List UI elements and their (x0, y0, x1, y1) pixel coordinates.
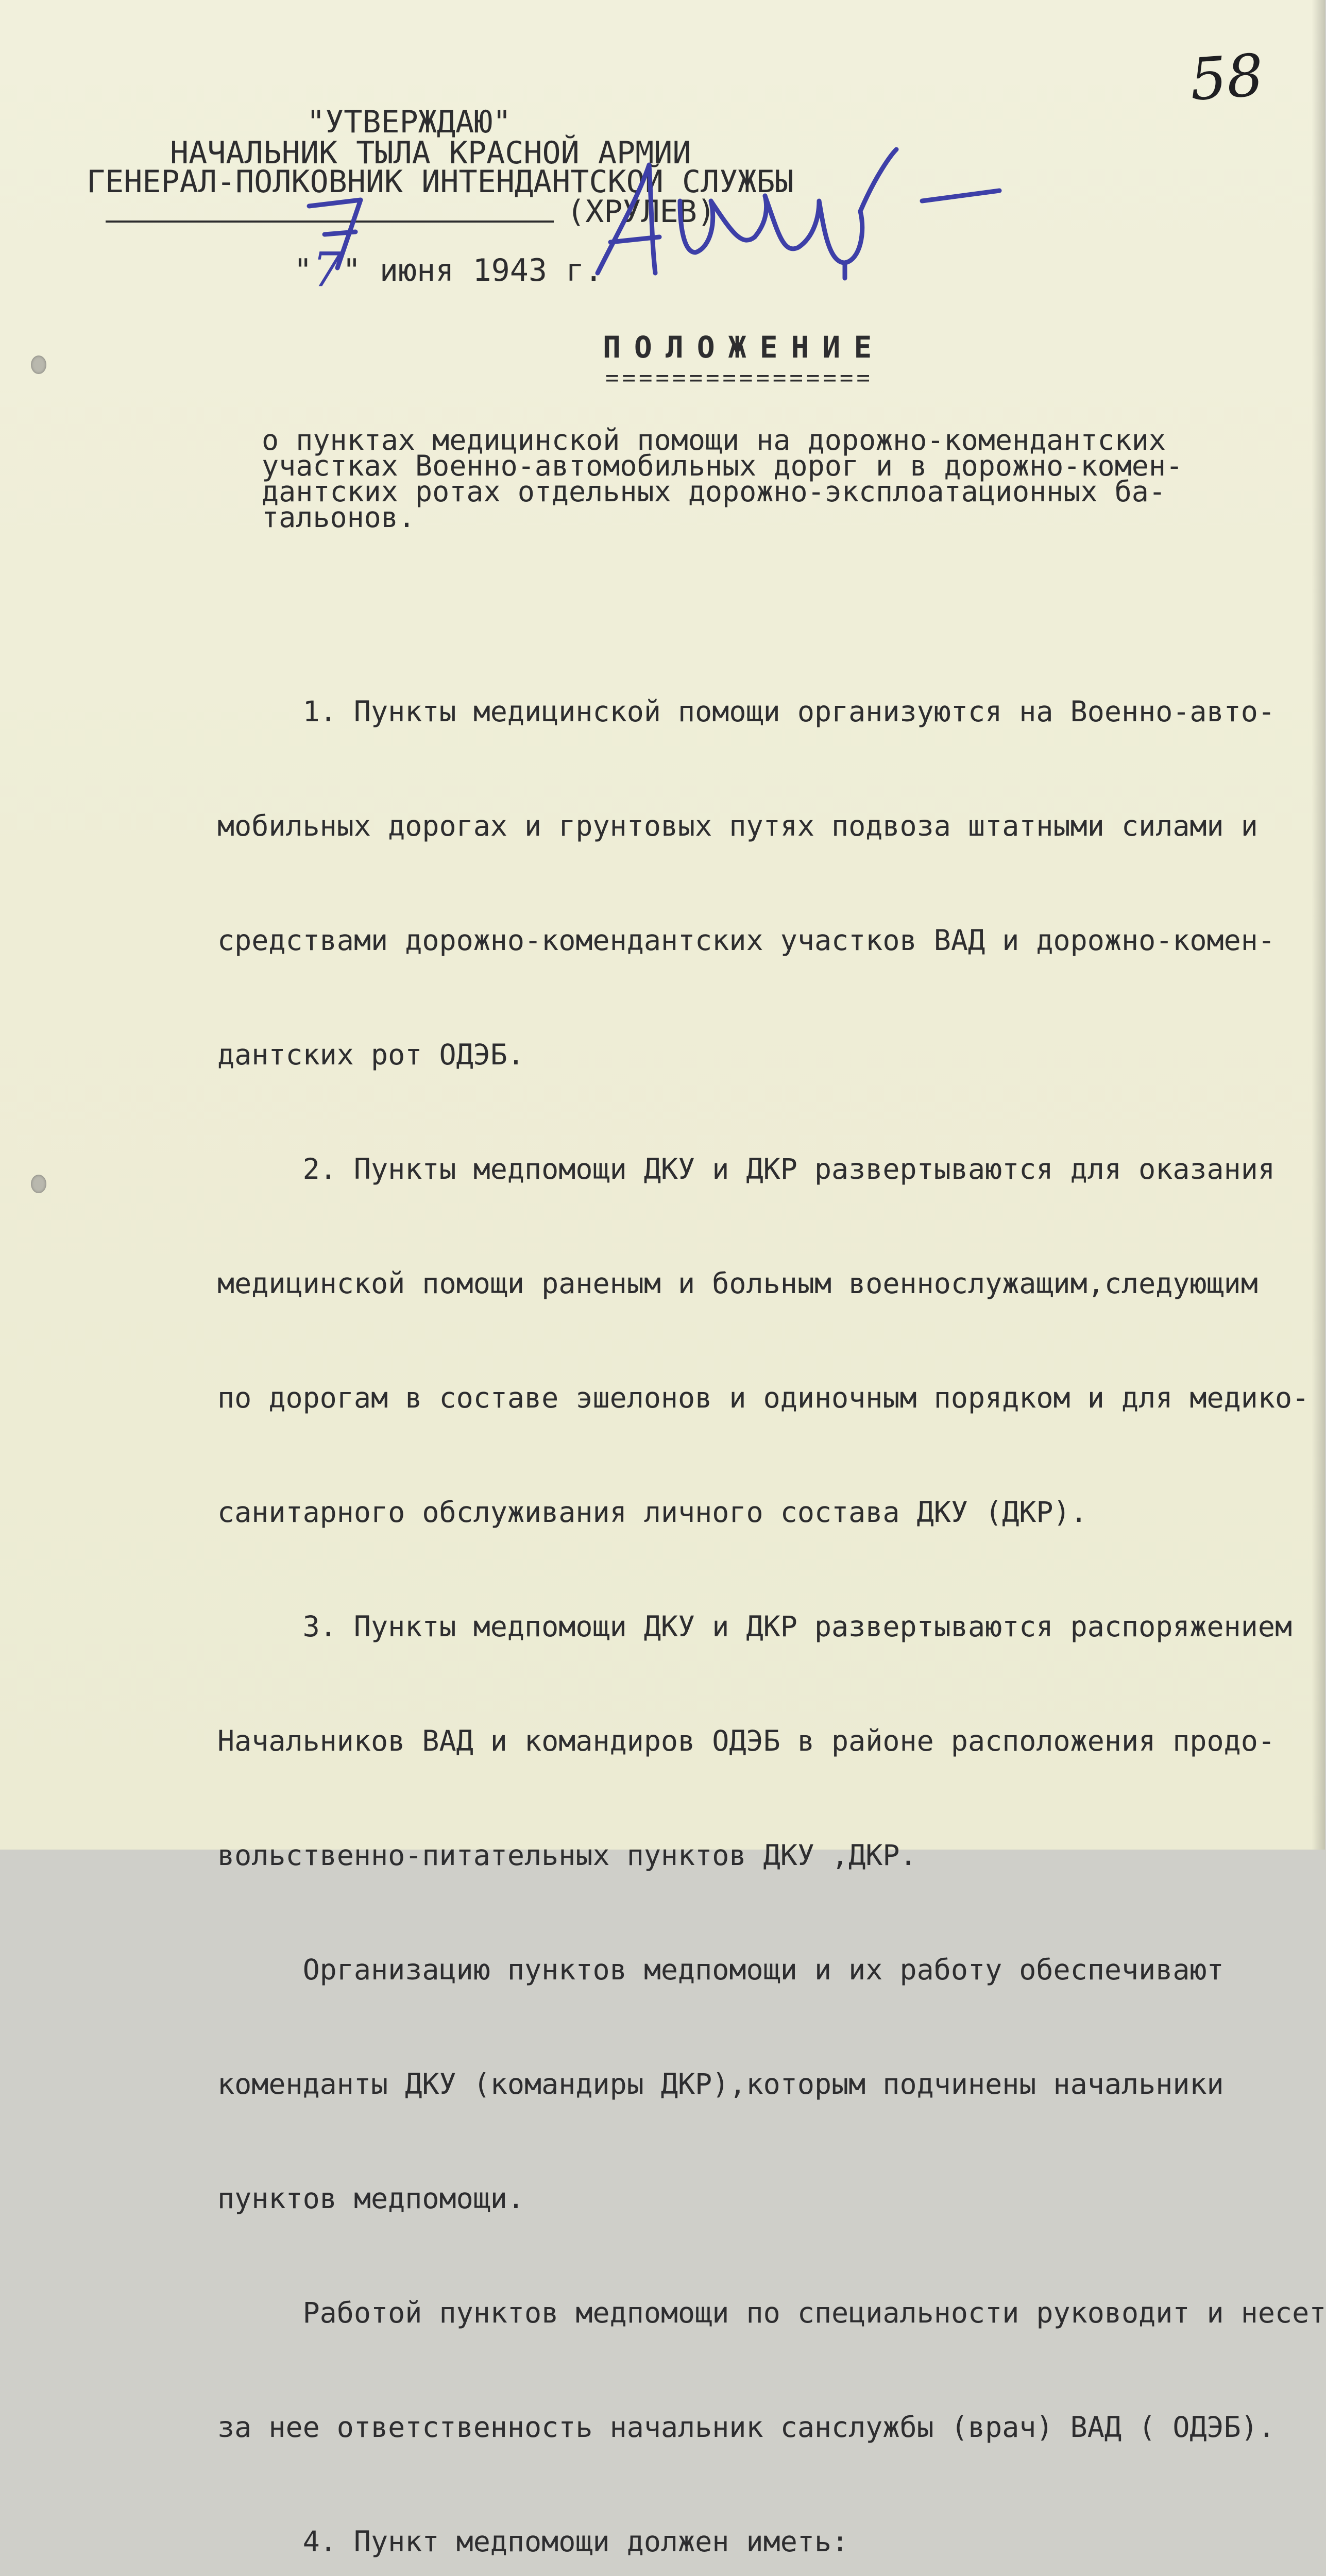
body-text (217, 616, 1326, 2576)
signature (288, 144, 1010, 299)
title-double-underline: ================ (605, 365, 873, 391)
body-line: Начальников ВАД и командиров ОДЭБ в районе расположения продо- (217, 1724, 1275, 1757)
date-day-handwritten: 7 (312, 242, 343, 297)
binding-hole (31, 355, 46, 374)
subtitle-line-1: о пунктах медицинской помощи на дорожно-комендантских (262, 423, 1166, 456)
date-month-year: июня 1943 г. (379, 252, 603, 289)
subtitle-line-3: дантских ротах отдельных дорожно-эксплоатационных ба- (262, 475, 1166, 508)
body-line: пунктов медпомощи. (217, 2182, 525, 2215)
binding-hole (31, 1175, 46, 1193)
body-line: 3. Пункты медпомощи ДКУ и ДКР развертываются распоряжением (217, 1610, 1293, 1643)
body-line: средствами дорожно-комендантских участков ВАД и дорожно-комен- (217, 924, 1275, 957)
body-line: медицинской помощи раненым и больным военнослужащим,следующим (217, 1267, 1258, 1300)
body-line: Работой пунктов медпомощи по специальности руководит и несет (217, 2296, 1326, 2329)
approval-heading: "УТВЕРЖДАЮ" (307, 104, 512, 140)
approval-position: НАЧАЛЬНИК ТЫЛА КРАСНОЙ АРМИИ (170, 135, 691, 171)
date-open-quote: " (294, 252, 313, 289)
body-line: Организацию пунктов медпомощи и их работу обеспечивают (217, 1953, 1224, 1986)
body-line: за нее ответственность начальник санслужбы (врач) ВАД ( ОДЭБ). (217, 2411, 1275, 2444)
body-line: санитарного обслуживания личного состава ДКУ (ДКР). (217, 1496, 1087, 1529)
date-close-quote: " (342, 252, 361, 289)
subtitle-line-2: участках Военно-автомобильных дорог и в дорожно-комен- (262, 449, 1183, 482)
approval-rank: ГЕНЕРАЛ-ПОЛКОВНИК ИНТЕНДАНТСКОЙ СЛУЖБЫ (87, 164, 794, 200)
body-line: мобильных дорогах и грунтовых путях подвоза штатными силами и (217, 809, 1258, 842)
body-line: 1. Пункты медицинской помощи организуются на Военно-авто- (217, 695, 1275, 728)
body-line: 4. Пункт медпомощи должен иметь: (217, 2525, 849, 2558)
body-line: по дорогам в составе эшелонов и одиночным порядком и для медико- (217, 1381, 1310, 1414)
document-title: ПОЛОЖЕНИЕ (603, 330, 886, 365)
body-line: вольственно-питательных пунктов ДКУ ,ДКР. (217, 1839, 917, 1872)
page-number: 58 (1187, 42, 1266, 114)
body-line: дантских рот ОДЭБ. (217, 1038, 525, 1071)
body-line: 2. Пункты медпомощи ДКУ и ДКР развертываются для оказания (217, 1153, 1275, 1185)
subtitle-line-4: тальонов. (262, 501, 416, 534)
body-line: коменданты ДКУ (командиры ДКР),которым подчинены начальники (217, 2067, 1224, 2100)
approval-signer-name: (ХРУЛЕВ) (567, 194, 716, 230)
